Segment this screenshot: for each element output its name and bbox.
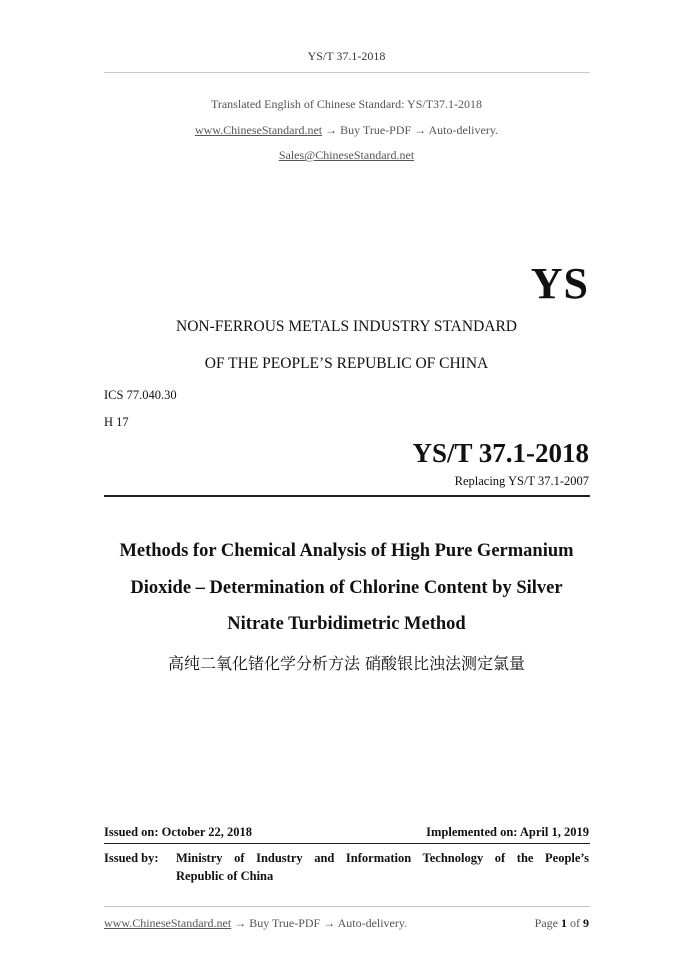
running-header: YS/T 37.1-2018 [307,49,386,63]
title-line-1: Methods for Chemical Analysis of High Pure Germanium [119,541,574,561]
issued-by-label: Issued by: [104,851,159,865]
page-indicator [535,916,589,931]
promo-line-1: Translated English of Chinese Standard: YS/T37.1-2018 [210,97,483,111]
footer-promo-text: → Buy True-PDF → Auto-delivery. [231,916,408,930]
page-label: Page [534,916,558,930]
header-divider [104,72,590,73]
issued-divider [104,843,590,844]
footer-divider [104,906,590,907]
footer-promo [104,916,407,931]
issued-on: Issued on: October 22, 2018 [104,825,253,839]
site-link[interactable]: www.ChineseStandard.net [194,123,323,137]
page-number: 1 [561,916,567,930]
promo-line-2 [0,123,693,138]
of-label: of [570,916,580,930]
ics-code: ICS 77.040.30 [104,388,177,402]
org-line-1: NON-FERROUS METALS INDUSTRY STANDARD [176,318,517,335]
footer-site-link[interactable]: www.ChineseStandard.net [104,916,232,930]
title-chinese: 高纯二氧化锗化学分析方法 硝酸银比浊法测定氯量 [167,654,526,673]
promo-line-2-text: → Buy True-PDF → Auto-delivery. [322,123,499,137]
promo-line-3 [0,148,693,163]
standard-code: YS/T 37.1-2018 [412,438,589,468]
issued-by-line-2: Republic of China [176,869,274,883]
issued-by-line-1: Ministry of Industry and Information Technology of the People’s [176,851,589,865]
page-total: 9 [583,916,589,930]
title-line-2: Dioxide – Determination of Chlorine Content by Silver [130,578,563,598]
title-divider [104,495,590,497]
replacing-note: Replacing YS/T 37.1-2007 [454,474,589,488]
ys-logo: YS [530,259,589,308]
title-line-3: Nitrate Turbidimetric Method [227,614,466,634]
ccs-code: H 17 [104,415,129,429]
implemented-on: Implemented on: April 1, 2019 [426,825,589,839]
email-link[interactable]: Sales@ChineseStandard.net [278,148,415,162]
org-line-2: OF THE PEOPLE’S REPUBLIC OF CHINA [204,355,489,372]
